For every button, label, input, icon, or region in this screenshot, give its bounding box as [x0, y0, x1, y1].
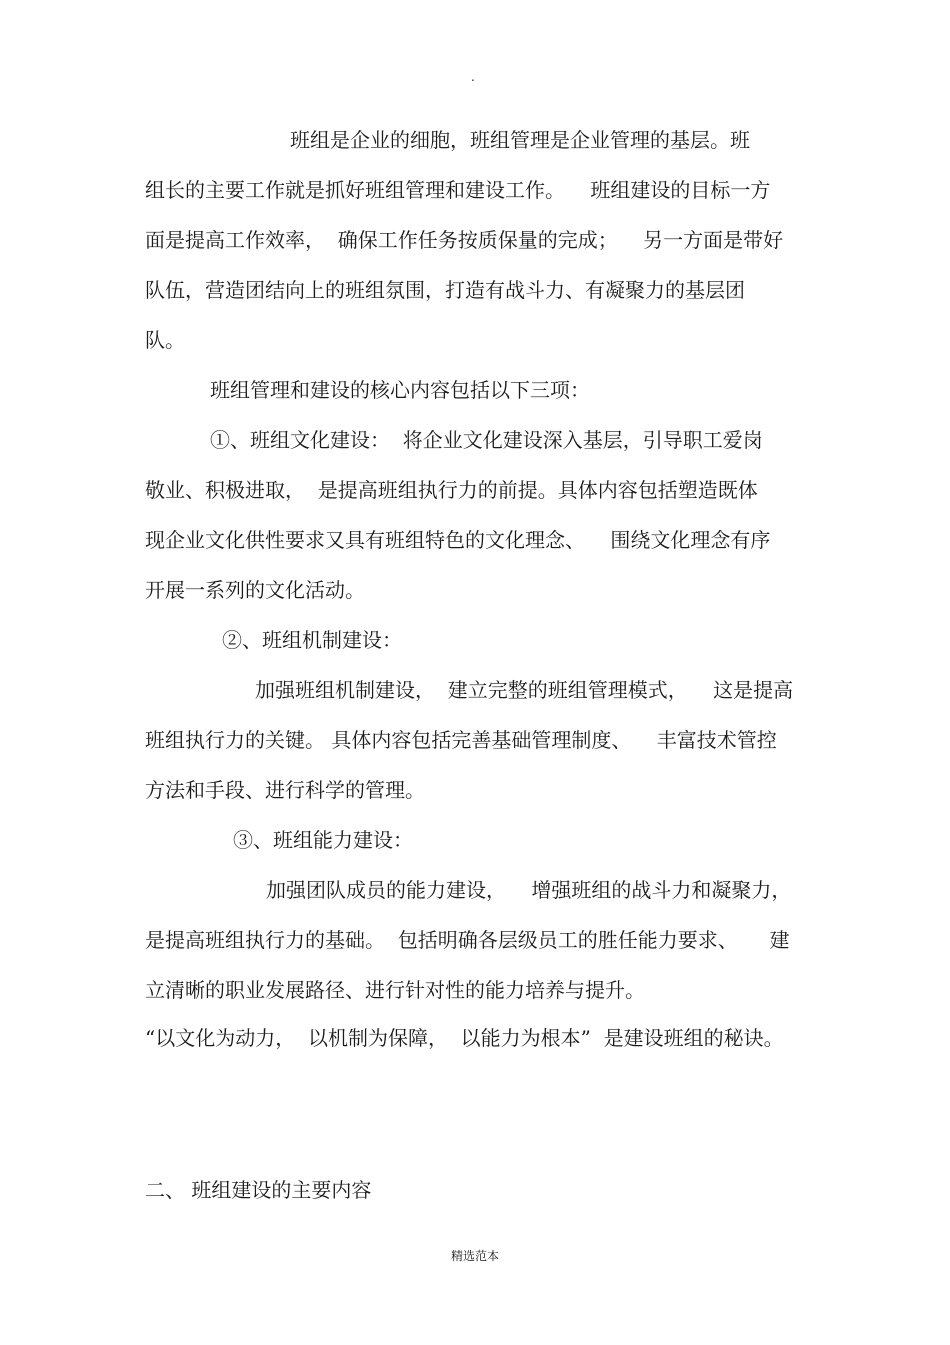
paragraph-line: 班组执行力的关键。 具体内容包括完善基础管理制度、 丰富技术管控: [145, 728, 777, 752]
paragraph-line: 面是提高工作效率， 确保工作任务按质保量的完成； 另一方面是带好: [145, 228, 784, 252]
section-heading: 二、 班组建设的主要内容: [145, 1178, 372, 1202]
paragraph-line: 队伍，营造团结向上的班组氛围，打造有战斗力、有凝聚力的基层团: [145, 278, 745, 302]
paragraph-line: 现企业文化供性要求又具有班组特色的文化理念、 围绕文化理念有序: [145, 528, 771, 552]
paragraph-line: 是提高班组执行力的基础。 包括明确各层级员工的胜任能力要求、 建: [145, 928, 790, 952]
paragraph-line: 敬业、积极进取， 是提高班组执行力的前提。具体内容包括塑造既体: [145, 478, 758, 502]
paragraph-line: 组长的主要工作就是抓好班组管理和建设工作。 班组建设的目标一方: [145, 178, 771, 202]
paragraph-line: 加强团队成员的能力建设， 增强班组的战斗力和凝聚力，: [266, 878, 792, 902]
section-intro: 班组管理和建设的核心内容包括以下三项：: [210, 378, 590, 402]
paragraph-line: 加强班组机制建设， 建立完整的班组管理模式， 这是提高: [255, 678, 794, 702]
item-heading-mechanism: ②、班组机制建设：: [222, 628, 402, 652]
paragraph-line: 方法和手段、进行科学的管理。: [145, 778, 425, 802]
paragraph-line: 队。: [145, 328, 185, 352]
page-footer: 精选范本: [450, 1249, 499, 1263]
paragraph-line: 开展一系列的文化活动。: [145, 578, 365, 602]
item-heading-culture: ①、班组文化建设： 将企业文化建设深入基层，引导职工爱岗: [210, 428, 763, 452]
summary-line: “以文化为动力， 以机制为保障， 以能力为根本” 是建设班组的秘诀。: [145, 1026, 784, 1050]
paragraph-line: 班组是企业的细胞，班组管理是企业管理的基层。班: [290, 128, 750, 152]
header-dot: .: [471, 70, 475, 84]
paragraph-line: 立清晰的职业发展路径、进行针对性的能力培养与提升。: [145, 978, 645, 1002]
item-heading-capability: ③、班组能力建设：: [233, 828, 413, 852]
